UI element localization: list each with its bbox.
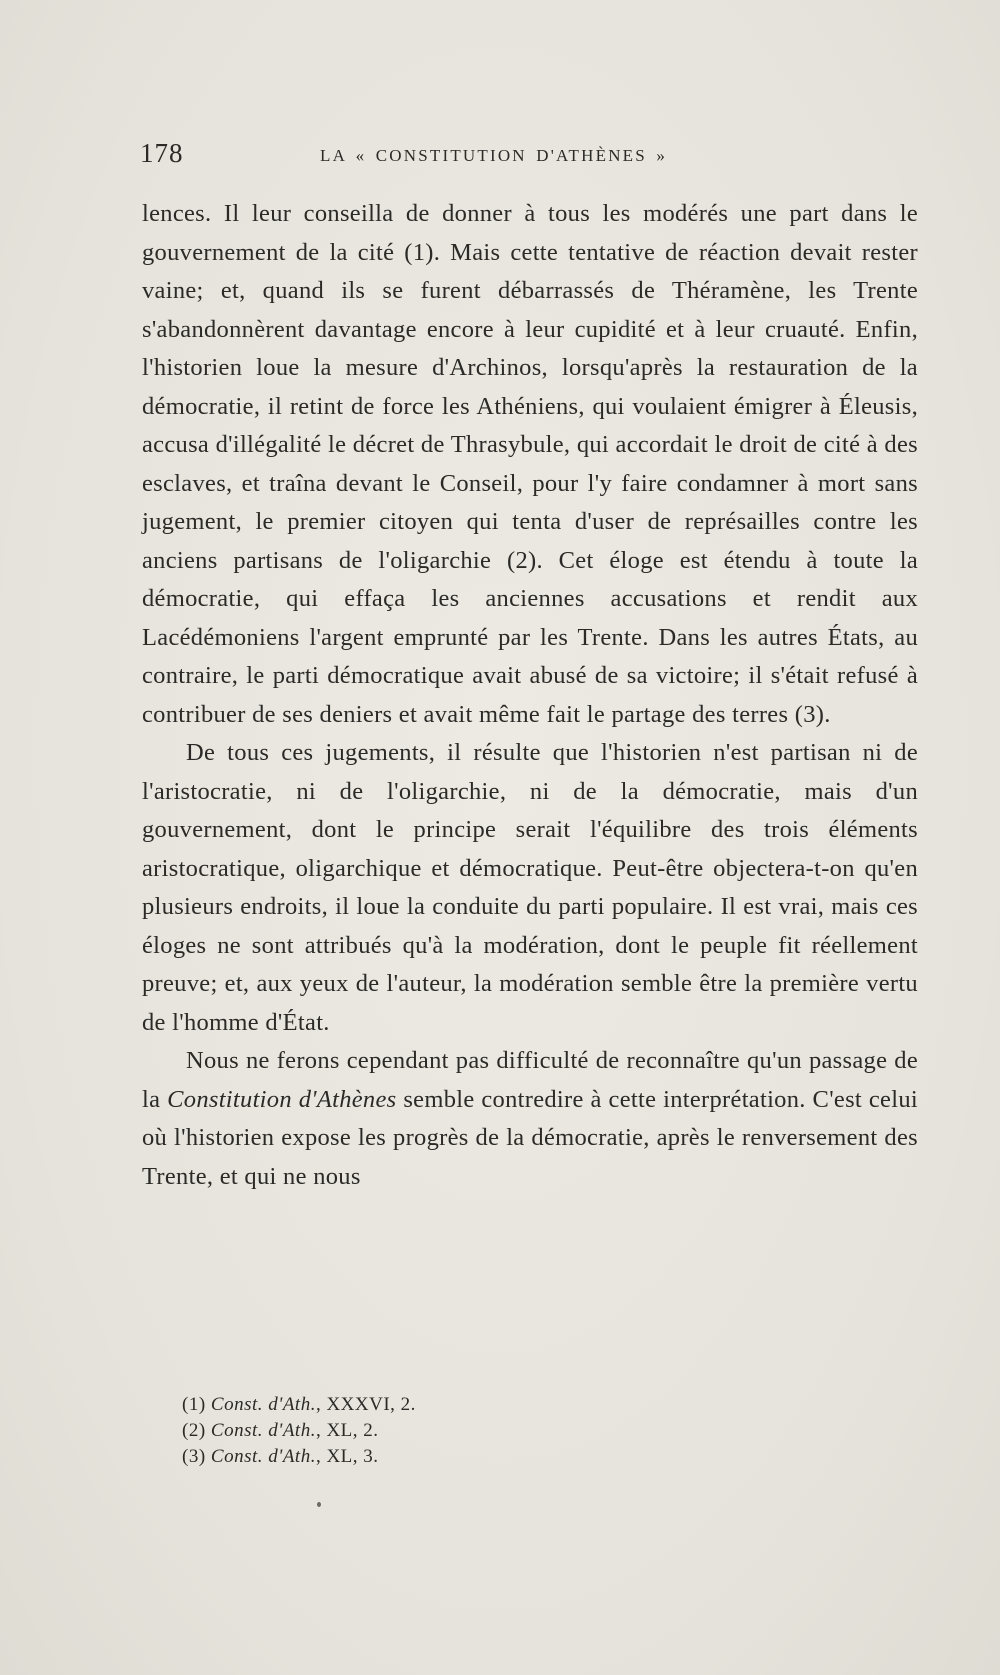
page-number: 178 bbox=[140, 138, 184, 168]
footnote-marker: (2) bbox=[182, 1420, 206, 1441]
footnote-1 bbox=[182, 1392, 782, 1418]
footnote-work: Const. d'Ath. bbox=[210, 1420, 316, 1441]
paragraph-1: lences. Il leur conseilla de donner à tous les modérés une part dans le gouvernement de la cité (1). Mais cette tentative de réaction devait rester vaine; et, quand ils se furent débarrassés de Théramène, les Trente s'abandonnèrent davantage encore à leur cupidité et à leur cruauté. Enfin, l'historien loue la mesure d'Archinos, lorsqu'après la restauration de la démocratie, il retint de force les Athéniens, qui voulaient émigrer à Éleusis, accusa d'illégalité le décret de Thrasybule, qui accordait le droit de cité à des esclaves, et traîna devant le Conseil, pour l'y faire condamner à mort sans jugement, le premier citoyen qui tenta d'user de représailles contre les anciens partisans de l'oligarchie (2). Cet éloge est étendu à toute la démocratie, qui effaça les anciennes accusations et rendit aux Lacédémoniens l'argent emprunté par les Trente. Dans les autres États, au contraire, le parti démocratique avait abusé de sa victoire; il s'était refusé à contribuer de ses deniers et avait même fait le partage des terres (3). bbox=[142, 200, 918, 728]
footnote-ref: , XL, 3. bbox=[315, 1446, 379, 1467]
footnote-work: Const. d'Ath. bbox=[210, 1394, 316, 1415]
paragraph-3-text-after: semble contredire à cette interprétation. C'est celui où l'historien expose les progrès de la démocratie, après le renversement des Trente, et qui ne nous bbox=[142, 1085, 918, 1190]
footnote-2 bbox=[182, 1418, 782, 1444]
footnote-work: Const. d'Ath. bbox=[210, 1446, 316, 1467]
footnote-ref: , XXXVI, 2. bbox=[315, 1394, 416, 1415]
footnote-3 bbox=[182, 1444, 782, 1470]
paragraph-2: De tous ces jugements, il résulte que l'historien n'est partisan ni de l'aristocratie, ni de l'oligarchie, ni de la démocratie, mais d'un gouvernement, dont le principe serait l'équilibre des trois éléments aristocratique, oligarchique et démocratique. Peut-être objectera-t-on qu'en plusieurs endroits, il loue la conduite du parti populaire. Il est vrai, mais ces éloges ne sont attribués qu'à la modération, dont le peuple fit réellement preuve; et, aux yeux de l'auteur, la modération semble être la première vertu de l'homme d'État. bbox=[142, 739, 918, 1036]
footnote-marker: (3) bbox=[182, 1446, 206, 1467]
paragraph-3 bbox=[142, 1042, 918, 1196]
running-head bbox=[140, 138, 920, 178]
ink-speck bbox=[317, 1502, 321, 1507]
paragraph-3-text-before: Nous ne ferons cependant pas difficulté de reconnaître qu'un passage de la bbox=[142, 1047, 918, 1113]
body-text bbox=[142, 195, 918, 1196]
footnote-marker: (1) bbox=[182, 1394, 206, 1415]
footnotes bbox=[182, 1392, 782, 1470]
work-title-italic: Constitution d'Athènes bbox=[167, 1085, 397, 1113]
footnote-ref: , XL, 2. bbox=[315, 1420, 379, 1441]
running-title: LA « CONSTITUTION D'ATHÈNES » bbox=[320, 146, 668, 165]
